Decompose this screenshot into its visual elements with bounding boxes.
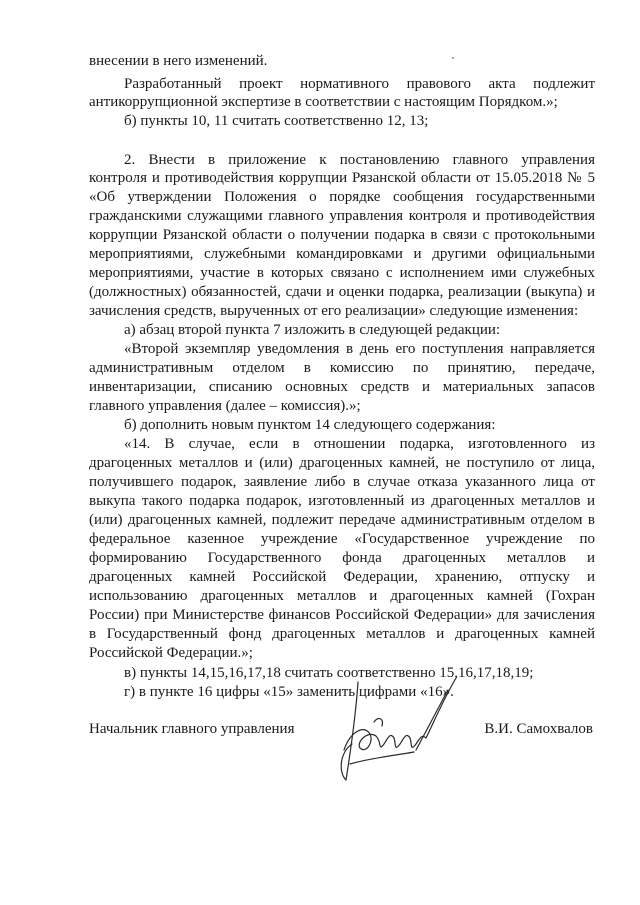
text-line: (или) драгоценных камней, подлежит передаче административным отделом в [89,512,595,528]
text-line: административным отделом в комиссию по принятию, передаче, [89,360,595,376]
text-line: использованию драгоценных металлов и драгоценных камней (Гохран [89,588,595,604]
text-line: б) пункты 10, 11 считать соответственно 12, 13; [124,113,429,129]
signatory-position: Начальник главного управления [89,721,295,737]
text-line: контроля и противодействия коррупции Рязанской области от 15.05.2018 № 5 [89,170,595,186]
text-line: зачисления средств, вырученных от его реализации» следующие изменения: [89,303,579,319]
text-line: антикоррупционной экспертизе в соответствии с настоящим Порядком.»; [89,94,558,110]
text-line: (должностных) обязанностей, сдачи и оценки подарка, реализации (выкупа) и [89,284,595,300]
text-line: драгоценных камней Российской Федерации, хранению, отпуску и [89,569,595,585]
text-line: «14. В случае, если в отношении подарка, изготовленного из [124,436,595,452]
text-line: России) при Министерстве финансов Российской Федерации» для зачисления [89,607,595,623]
text-line: получившего подарок, заявление либо в случае отказа указанного лица от [89,474,595,490]
text-line: «Второй экземпляр уведомления в день его поступления направляется [124,341,595,357]
text-line: г) в пункте 16 цифры «15» заменить цифрами «16». [124,684,454,700]
text-line: в) пункты 14,15,16,17,18 считать соответственно 15,16,17,18,19; [124,665,534,681]
text-line: гражданскими служащими главного управления контроля и противодействия [89,208,595,224]
text-line: главного управления (далее – комиссия).»; [89,398,361,414]
signatory-name: В.И. Самохвалов [484,721,593,737]
text-line: «Об утверждении Положения о порядке сообщения государственными [89,189,595,205]
text-line: федеральное казенное учреждение «Государственное учреждение по [89,531,595,547]
text-line: инвентаризации, списанию основных средств и материальных запасов [89,379,595,395]
text-line: а) абзац второй пункта 7 изложить в следующей редакции: [124,322,501,338]
text-line: б) дополнить новым пунктом 14 следующего содержания: [124,417,496,433]
text-line: коррупции Рязанской области о получении подарка в связи с протокольными [89,227,595,243]
text-line: Разработанный проект нормативного правового акта подлежит [124,76,595,92]
text-line: выкупа такого подарка подарок, изготовленный из драгоценных металлов и [89,493,595,509]
text-line: мероприятиями, служебными командировками и другими официальными [89,246,595,262]
text-line: драгоценных металлов и (или) драгоценных камней, не поступило от лица, [89,455,595,471]
text-line: мероприятиями, участие в которых связано с исполнением ими служебных [89,265,595,281]
text-line: 2. Внести в приложение к постановлению главного управления [124,152,595,168]
text-line: в Государственный фонд драгоценных металлов и драгоценных камней [89,626,595,642]
text-line: внесении в него изменений. [89,53,268,69]
text-line: Российской Федерации.»; [89,645,253,661]
text-line: формированию Государственного фонда драгоценных металлов и [89,550,595,566]
